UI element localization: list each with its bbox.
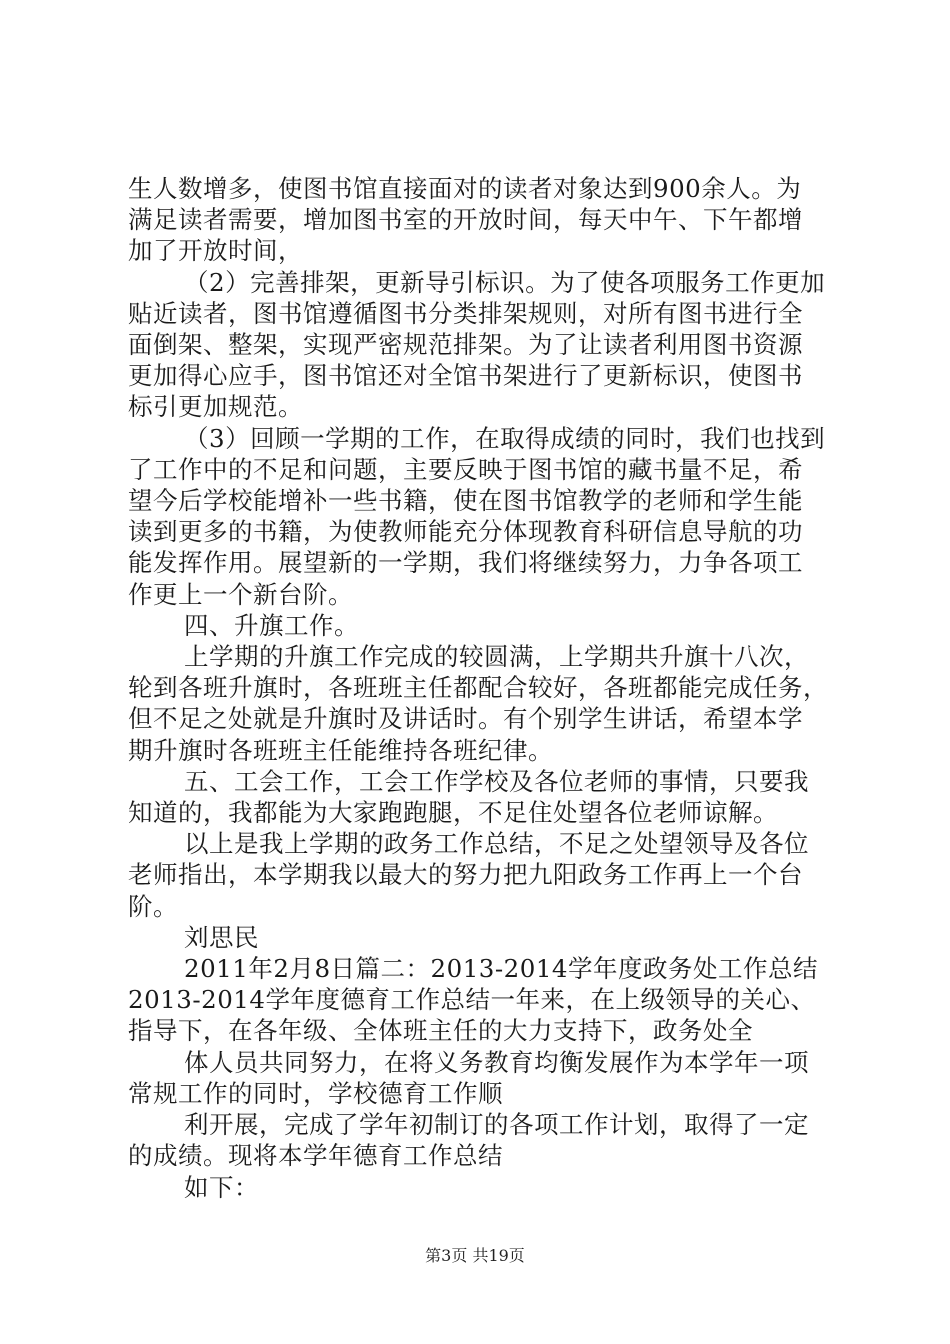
text-line: 期升旗时各班班主任能维持各班纪律。 (128, 735, 553, 765)
document-body (128, 173, 848, 1203)
text-line: 读到更多的书籍，为使教师能充分体现教育科研信息导航的功 (128, 517, 803, 547)
text-line: 轮到各班升旗时，各班班主任都配合较好，各班都能完成任务， (128, 673, 828, 703)
text-line: （3）回顾一学期的工作，在取得成绩的同时，我们也找到 (184, 423, 826, 453)
text-line: 2013-2014学年度德育工作总结一年来，在上级领导的关心、 (128, 985, 816, 1015)
text-line: 知道的，我都能为大家跑跑腿，不足住处望各位老师谅解。 (128, 798, 778, 828)
text-line: 加了开放时间， (128, 236, 303, 266)
text-line: （2）完善排架，更新导引标识。为了使各项服务工作更加 (184, 267, 826, 297)
text-line: 能发挥作用。展望新的一学期，我们将继续努力，力争各项工 (128, 548, 803, 578)
text-line: 如下： (184, 1172, 259, 1202)
text-line: 阶。 (128, 891, 178, 921)
text-line: 指导下，在各年级、全体班主任的大力支持下，政务处全 (128, 1016, 753, 1046)
page-number-label: 第3页 共19页 (425, 1246, 525, 1265)
text-line: 的成绩。现将本学年德育工作总结 (128, 1141, 503, 1171)
text-line: 生人数增多，使图书馆直接面对的读者对象达到900余人。为 (128, 174, 802, 203)
author-name: 刘思民 (184, 922, 259, 952)
text-line: 但不足之处就是升旗时及讲话时。有个别学生讲话，希望本学 (128, 704, 803, 734)
text-line: 上学期的升旗工作完成的较圆满，上学期共升旗十八次， (184, 642, 809, 672)
text-line: 满足读者需要，增加图书室的开放时间，每天中午、下午都增 (128, 205, 803, 235)
section-heading: 四、升旗工作。 (184, 610, 359, 640)
text-line: 更加得心应手，图书馆还对全馆书架进行了更新标识，使图书 (128, 361, 803, 391)
text-line: 五、工会工作，工会工作学校及各位老师的事情，只要我 (184, 766, 809, 796)
page-footer (0, 1243, 950, 1266)
text-line: 2011年2月8日篇二：2013-2014学年度政务处工作总结 (184, 954, 819, 984)
text-line: 以上是我上学期的政务工作总结，不足之处望领导及各位 (184, 829, 809, 859)
text-line: 标引更加规范。 (128, 392, 303, 422)
text-line: 常规工作的同时，学校德育工作顺 (128, 1078, 503, 1108)
text-line: 作更上一个新台阶。 (128, 579, 353, 609)
text-line: 利开展，完成了学年初制订的各项工作计划，取得了一定 (184, 1110, 809, 1140)
text-line: 望今后学校能增补一些书籍，使在图书馆教学的老师和学生能 (128, 486, 803, 516)
text-line: 体人员共同努力，在将义务教育均衡发展作为本学年一项 (184, 1047, 809, 1077)
text-line: 贴近读者，图书馆遵循图书分类排架规则，对所有图书进行全 (128, 298, 803, 328)
text-line: 面倒架、整架，实现严密规范排架。为了让读者利用图书资源 (128, 330, 803, 360)
text-line: 了工作中的不足和问题，主要反映于图书馆的藏书量不足，希 (128, 454, 803, 484)
text-line: 老师指出，本学期我以最大的努力把九阳政务工作再上一个台 (128, 860, 803, 890)
